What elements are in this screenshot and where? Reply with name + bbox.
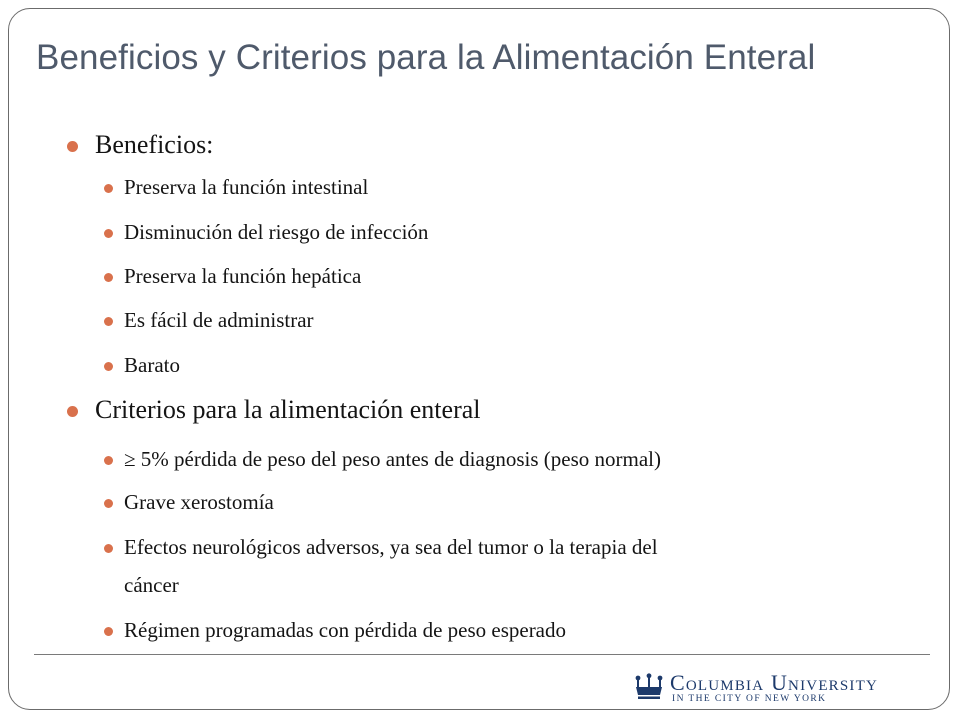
list-item: Barato (124, 353, 180, 377)
bullet-dot (104, 362, 113, 371)
bullet-dot (104, 627, 113, 636)
list-item-continuation: cáncer (124, 573, 179, 597)
bullet-dot (104, 456, 113, 465)
list-item: Preserva la función hepática (124, 264, 362, 288)
list-item: Régimen programadas con pérdida de peso esperado (124, 618, 567, 642)
bullet-dot (67, 141, 78, 152)
list-item: Grave xerostomía (124, 490, 274, 514)
crown-icon (634, 673, 664, 701)
columbia-logo (634, 668, 914, 708)
logo-subtitle: IN THE CITY OF NEW YORK (672, 694, 827, 704)
bullet-dot (104, 229, 113, 238)
logo-name: Columbia University (670, 670, 879, 695)
bullet-dot (67, 406, 78, 417)
list-item: Disminución del riesgo de infección (124, 220, 429, 244)
bullet-dot (104, 544, 113, 553)
section-heading-beneficios: Beneficios: (95, 130, 214, 159)
section-heading-criterios: Criterios para la alimentación enteral (95, 395, 481, 424)
bullet-dot (104, 184, 113, 193)
list-item: ≥ 5% pérdida de peso del peso antes de diagnosis (peso normal) (124, 447, 661, 471)
bullet-dot (104, 499, 113, 508)
bullet-dot (104, 273, 113, 282)
list-item: Efectos neurológicos adversos, ya sea del tumor o la terapia del (124, 535, 658, 559)
list-item: Preserva la función intestinal (124, 175, 369, 199)
bullet-dot (104, 317, 113, 326)
bottom-divider (34, 654, 930, 655)
list-item: Es fácil de administrar (124, 308, 314, 332)
slide-title: Beneficios y Criterios para la Alimentación Enteral (36, 38, 816, 77)
